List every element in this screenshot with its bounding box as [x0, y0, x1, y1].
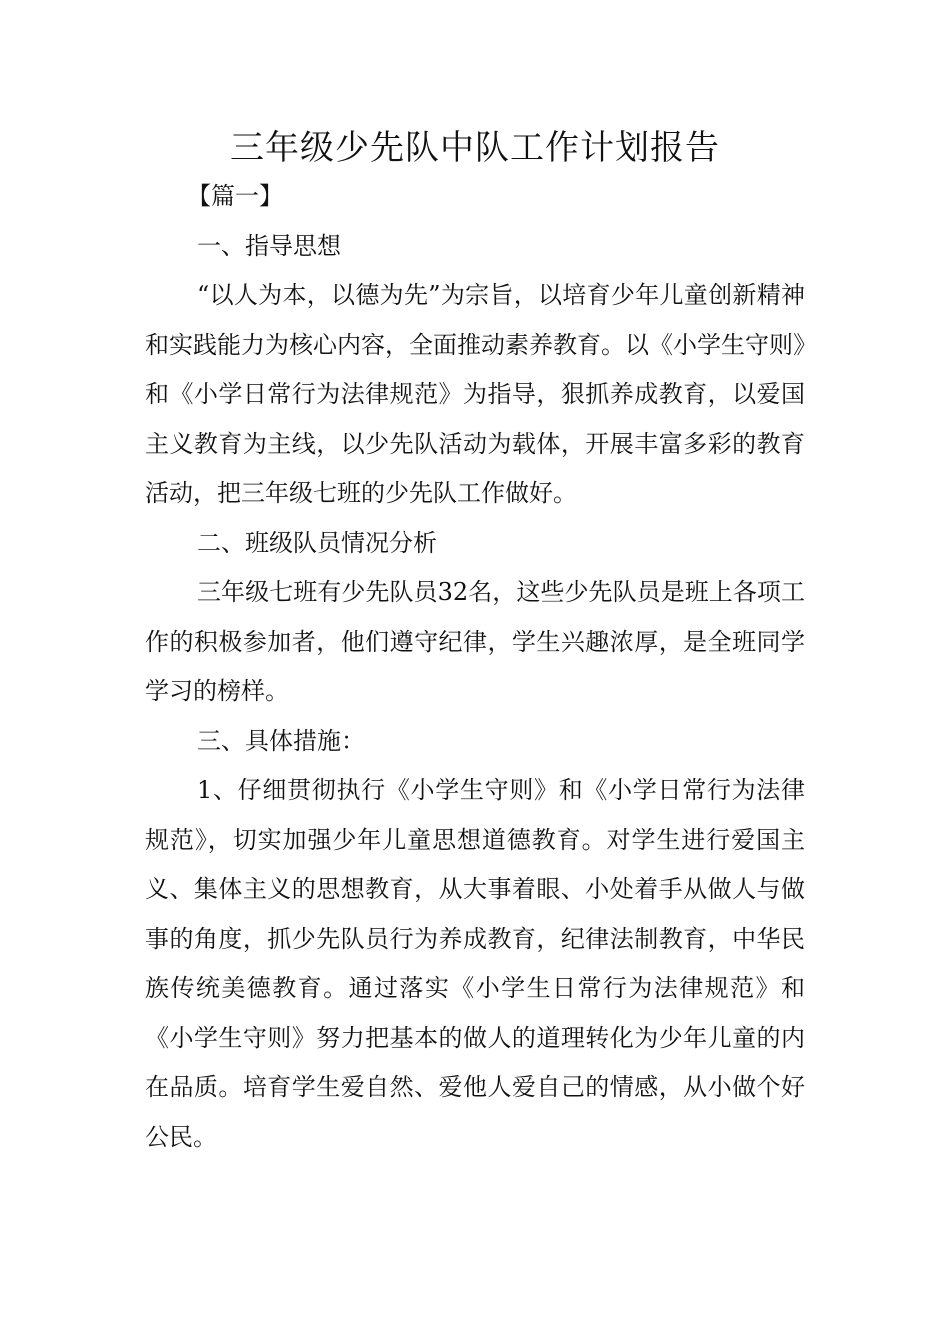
heading-measures: 三、具体措施： — [197, 726, 365, 755]
section-tag: 【篇一】 — [187, 182, 283, 210]
paragraph-class-analysis: 三年级七班有少先队员32名，这些少先队员是班上各项工作的积极参加者，他们遵守纪律，学生兴趣浓厚，是全班同学学习的榜样。 — [145, 578, 805, 705]
paragraph-guiding-ideology: “以人为本，以德为先”为宗旨，以培育少年儿童创新精神和实践能力为核心内容，全面推动素养教育。以《小学生守则》和《小学日常行为法律规范》为指导，狠抓养成教育，以爱国主义教育为主线，以少先队活动为载体，开展丰富多彩的教育活动，把三年级七班的少先队工作做好。 — [145, 281, 805, 507]
heading-class-analysis: 二、班级队员情况分析 — [197, 528, 437, 557]
paragraph-measure-1: 1、仔细贯彻执行《小学生守则》和《小学日常行为法律规范》，切实加强少年儿童思想道德教育。对学生进行爱国主义、集体主义的思想教育，从大事着眼、小处着手从做人与做事的角度，抓少先队员行为养成教育，纪律法制教育，中华民族传统美德教育。通过落实《小学生日常行为法律规范》和《小学生守则》努力把基本的做人的道理转化为少年儿童的内在品质。培育学生爱自然、爱他人爱自己的情感，从小做个好公民。 — [145, 776, 805, 1151]
document-page — [145, 118, 805, 1162]
heading-guiding-ideology: 一、指导思想 — [197, 231, 341, 260]
document-title: 三年级少先队中队工作计划报告 — [230, 128, 720, 168]
